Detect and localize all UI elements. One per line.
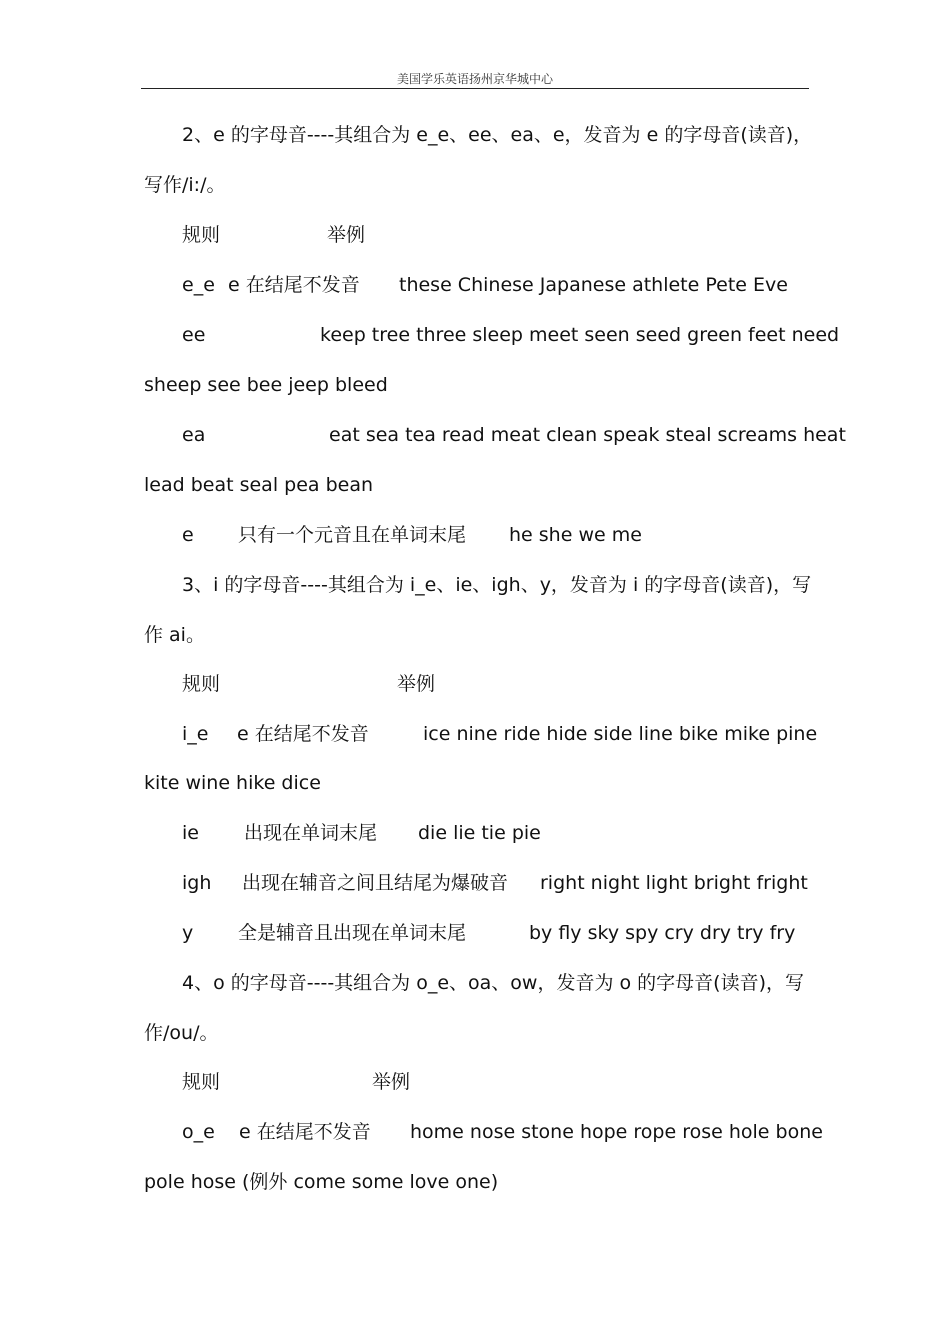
pattern-label: o_e bbox=[182, 1121, 215, 1143]
example-column-header: 举例 bbox=[327, 224, 366, 246]
example-words: by fly sky spy cry dry try fry bbox=[529, 922, 796, 944]
example-column-header: 举例 bbox=[372, 1071, 411, 1093]
pattern-label: e bbox=[182, 524, 194, 546]
section-o-title-cont: 作/ou/。 bbox=[144, 1022, 219, 1044]
rule-text: 出现在单词末尾 bbox=[244, 822, 378, 844]
section-e-title: 2、e 的字母音----其组合为 e_e、ee、ea、e，发音为 e 的字母音(读音)， bbox=[182, 124, 813, 146]
rule-text: 全是辅音且出现在单词末尾 bbox=[238, 922, 467, 944]
rule-column-header: 规则 bbox=[182, 224, 221, 246]
rule-column-header: 规则 bbox=[182, 673, 221, 695]
rule-text: e 在结尾不发音 bbox=[228, 274, 360, 296]
example-words: keep tree three sleep meet seen seed green feet need bbox=[320, 324, 840, 346]
rule-text: e 在结尾不发音 bbox=[237, 723, 369, 745]
pattern-label: y bbox=[182, 922, 194, 944]
section-o-title: 4、o 的字母音----其组合为 o_e、oa、ow，发音为 o 的字母音(读音)，写 bbox=[182, 972, 804, 994]
section-i-title-cont: 作 ai。 bbox=[144, 624, 205, 646]
pattern-label: igh bbox=[182, 872, 212, 894]
section-e-title-cont: 写作/i:/。 bbox=[144, 174, 226, 196]
pattern-label: ea bbox=[182, 424, 206, 446]
pattern-label: i_e bbox=[182, 723, 209, 745]
page-header: 美国学乐英语扬州京华城中心 bbox=[396, 72, 553, 86]
pattern-label: ee bbox=[182, 324, 206, 346]
example-words: right night light bright fright bbox=[540, 872, 808, 894]
example-words: eat sea tea read meat clean speak steal screams heat bbox=[329, 424, 846, 446]
example-words: lead beat seal pea bean bbox=[144, 474, 374, 496]
example-words: sheep see bee jeep bleed bbox=[144, 374, 388, 396]
example-words: pole hose (例外 come some love one) bbox=[144, 1171, 499, 1193]
example-words: he she we me bbox=[509, 524, 642, 546]
header-divider bbox=[141, 88, 809, 89]
rule-text: e 在结尾不发音 bbox=[239, 1121, 371, 1143]
rule-column-header: 规则 bbox=[182, 1071, 221, 1093]
example-words: these Chinese Japanese athlete Pete Eve bbox=[399, 274, 788, 296]
example-words: kite wine hike dice bbox=[144, 772, 321, 794]
section-i-title: 3、i 的字母音----其组合为 i_e、ie、igh、y，发音为 i 的字母音(读音)，写 bbox=[182, 574, 812, 596]
rule-text: 出现在辅音之间且结尾为爆破音 bbox=[242, 872, 509, 894]
example-words: die lie tie pie bbox=[418, 822, 541, 844]
example-words: home nose stone hope rope rose hole bone bbox=[410, 1121, 823, 1143]
example-words: ice nine ride hide side line bike mike pine bbox=[423, 723, 818, 745]
pattern-label: e_e bbox=[182, 274, 215, 296]
pattern-label: ie bbox=[182, 822, 199, 844]
example-column-header: 举例 bbox=[397, 673, 436, 695]
rule-text: 只有一个元音且在单词末尾 bbox=[238, 524, 467, 546]
